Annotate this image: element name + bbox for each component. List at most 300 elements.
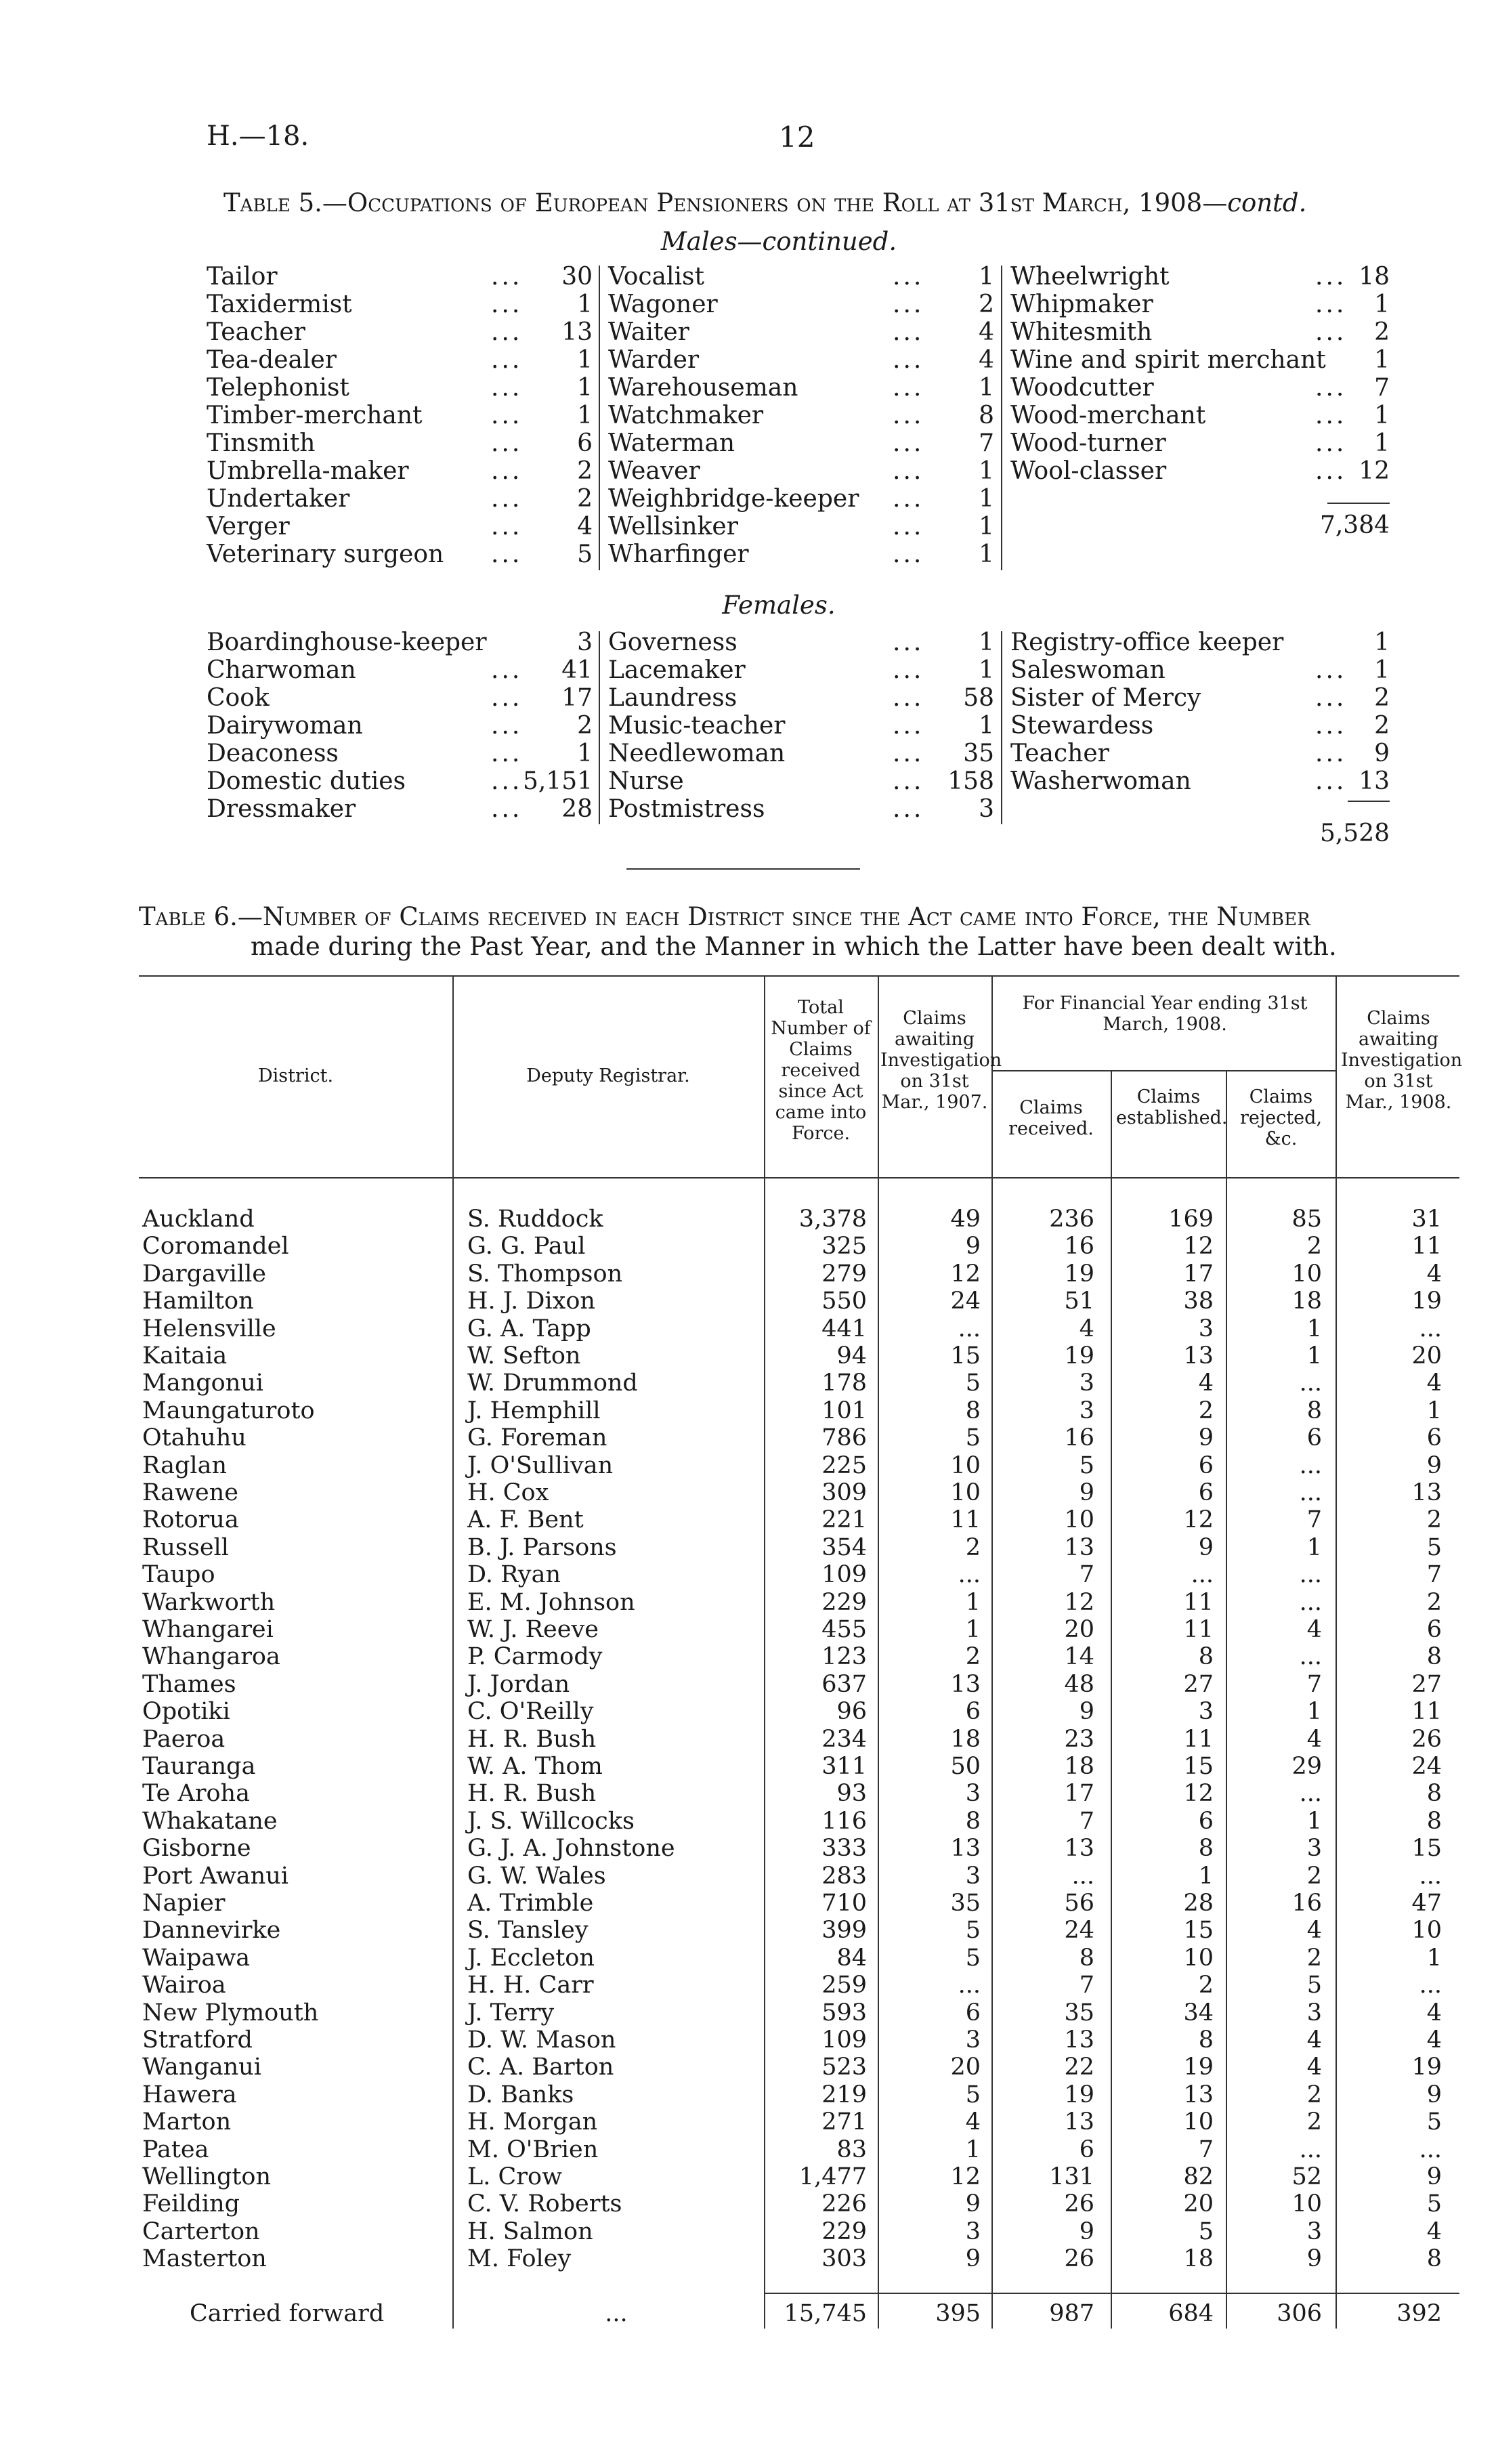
awaiting-1908-cell: 11 xyxy=(1411,1233,1442,1260)
occupation-name: Warehouseman xyxy=(608,374,798,402)
occupation-row: Timber-merchant ... 1 xyxy=(207,402,593,429)
district-cell: Auckland xyxy=(142,1206,255,1233)
awaiting-1908-cell: 26 xyxy=(1411,1725,1442,1753)
occupation-row: Dressmaker ... 28 xyxy=(207,795,593,823)
occupation-count: 1 xyxy=(1374,429,1390,457)
awaiting-1907-cell: 49 xyxy=(950,1206,981,1233)
occupation-count: 1 xyxy=(979,540,994,568)
table-row xyxy=(0,1397,1496,1425)
claims-received-cell: 9 xyxy=(1079,1698,1094,1726)
claims-established-cell: 6 xyxy=(1198,1451,1214,1479)
deputy-registrar-cell: C. A. Barton xyxy=(467,2054,614,2081)
district-cell: Napier xyxy=(142,1890,226,1917)
claims-received-cell: 987 xyxy=(1049,2300,1094,2327)
awaiting-1908-cell: ... xyxy=(1419,1315,1442,1342)
header-awaiting-1907: Claims awaiting Investigation on 31st Mar., 1907. xyxy=(880,1008,1002,1113)
awaiting-1908-cell: 27 xyxy=(1411,1670,1442,1698)
occupation-name: Wharfinger xyxy=(608,540,749,568)
table-row xyxy=(0,2081,1496,2109)
awaiting-1908-cell: 20 xyxy=(1411,1342,1442,1369)
awaiting-1908-cell: 4 xyxy=(1426,1260,1442,1288)
table-row xyxy=(0,1206,1496,1233)
claims-established-cell: 27 xyxy=(1183,1670,1214,1698)
occupation-row: Charwoman ... 41 xyxy=(207,656,593,684)
claims-rejected-cell: 8 xyxy=(1306,1397,1322,1424)
page-number: 12 xyxy=(779,121,815,154)
occupation-name: Nurse xyxy=(608,767,684,795)
claims-rejected-cell: ... xyxy=(1299,1588,1322,1616)
table-row xyxy=(0,1260,1496,1288)
claims-received-cell: 19 xyxy=(1064,1342,1094,1369)
occupation-count: 5,151 xyxy=(522,767,593,795)
claims-established-cell: 11 xyxy=(1183,1725,1214,1753)
claims-rejected-cell: 2 xyxy=(1306,1944,1322,1972)
occupation-name: Wood-merchant xyxy=(1010,402,1206,429)
table-row xyxy=(0,1917,1496,1945)
claims-established-cell: 12 xyxy=(1183,1506,1214,1534)
claims-rejected-cell: 7 xyxy=(1306,1506,1322,1534)
occupation-name: Whipmaker xyxy=(1010,291,1153,318)
occupation-name: Washerwoman xyxy=(1010,767,1191,795)
claims-established-cell: 684 xyxy=(1168,2300,1214,2327)
awaiting-1908-cell: 8 xyxy=(1426,1643,1442,1671)
deputy-registrar-cell: J. Eccleton xyxy=(467,1944,595,1972)
district-cell: Rawene xyxy=(142,1479,238,1506)
header-claims-received: Claims received. xyxy=(1008,1097,1094,1139)
claims-established-cell: 7 xyxy=(1198,2136,1214,2163)
claims-rejected-cell: 2 xyxy=(1306,1233,1322,1260)
occupation-name: Waterman xyxy=(608,429,735,457)
total-claims-cell: 96 xyxy=(836,1698,867,1726)
occupation-name: Umbrella-maker xyxy=(207,457,409,485)
deputy-registrar-cell: G. W. Wales xyxy=(467,1862,606,1890)
district-cell: Carterton xyxy=(142,2217,260,2245)
occupation-count: 1 xyxy=(1374,656,1390,684)
occupation-name: Teacher xyxy=(207,318,305,346)
occupation-count: 2 xyxy=(577,457,593,485)
deputy-registrar-cell: G. Foreman xyxy=(467,1424,607,1452)
occupation-name: Wood-turner xyxy=(1010,429,1166,457)
district-cell: Paeroa xyxy=(142,1725,226,1753)
deputy-registrar-cell: J. Terry xyxy=(467,1999,555,2026)
claims-established-cell: 19 xyxy=(1183,2054,1214,2081)
claims-received-cell: 13 xyxy=(1064,2026,1094,2054)
claims-received-cell: 23 xyxy=(1064,1725,1094,1753)
district-cell: Otahuhu xyxy=(142,1424,247,1452)
table-row xyxy=(0,1999,1496,2027)
awaiting-1907-cell: 6 xyxy=(965,1698,981,1726)
total-claims-cell: 279 xyxy=(821,1260,867,1288)
claims-received-cell: 48 xyxy=(1064,1670,1094,1698)
claims-established-cell: 5 xyxy=(1198,2217,1214,2245)
claims-rejected-cell: 3 xyxy=(1306,1999,1322,2026)
claims-established-cell: 12 xyxy=(1183,1233,1214,1260)
table-row xyxy=(0,1808,1496,1835)
claims-established-cell: 169 xyxy=(1168,1206,1214,1233)
claims-received-cell: 20 xyxy=(1064,1616,1094,1643)
total-claims-cell: 94 xyxy=(836,1342,867,1369)
females-total: 5,528 xyxy=(1319,820,1390,847)
occupation-row: Vocalist ... 1 xyxy=(608,263,994,291)
awaiting-1908-cell: 47 xyxy=(1411,1890,1442,1917)
claims-rejected-cell: 10 xyxy=(1291,2190,1322,2218)
occupation-row: Wheelwright ... 18 xyxy=(1010,263,1390,291)
total-claims-cell: 229 xyxy=(821,2217,867,2245)
total-claims-cell: 3,378 xyxy=(798,1206,867,1233)
table5-contd: contd. xyxy=(1227,188,1307,217)
deputy-registrar-cell: C. O'Reilly xyxy=(467,1698,594,1726)
occupation-row: Whitesmith ... 2 xyxy=(1010,318,1390,346)
awaiting-1908-cell: 24 xyxy=(1411,1753,1442,1780)
awaiting-1908-cell: 2 xyxy=(1426,1588,1442,1616)
claims-rejected-cell: ... xyxy=(1299,1369,1322,1397)
occupation-row: Wagoner ... 2 xyxy=(608,291,994,318)
claims-established-cell: 3 xyxy=(1198,1315,1214,1342)
claims-rejected-cell: 6 xyxy=(1306,1424,1322,1452)
occupation-count: 13 xyxy=(1359,767,1390,795)
total-claims-cell: 311 xyxy=(821,1753,867,1780)
occupation-count: 1 xyxy=(577,402,593,429)
occupation-name: Dressmaker xyxy=(207,795,356,823)
occupation-name: Telephonist xyxy=(207,374,349,402)
awaiting-1907-cell: 5 xyxy=(965,1944,981,1972)
occupation-count: 1 xyxy=(979,263,994,291)
deputy-registrar-cell: S. Thompson xyxy=(467,1260,623,1288)
claims-received-cell: 26 xyxy=(1064,2190,1094,2218)
deputy-registrar-cell: H. R. Bush xyxy=(467,1725,597,1753)
district-cell: Marton xyxy=(142,2108,232,2136)
district-cell: Waipawa xyxy=(142,1944,251,1972)
claims-rejected-cell: 18 xyxy=(1291,1288,1322,1315)
occupation-row: Weighbridge-keeper ... 1 xyxy=(608,485,994,513)
total-claims-cell: 354 xyxy=(821,1533,867,1561)
table6-title-line2: made during the Past Year, and the Manner in which the Latter have been dealt with. xyxy=(251,932,1337,961)
occupation-row: Needlewoman ... 35 xyxy=(608,740,994,767)
district-cell: Dannevirke xyxy=(142,1917,281,1945)
header-financial-year: For Financial Year ending 31st March, 1908. xyxy=(1022,993,1308,1035)
deputy-registrar-cell: D. Ryan xyxy=(467,1561,561,1589)
awaiting-1907-cell: 12 xyxy=(950,2163,981,2190)
awaiting-1907-cell: 2 xyxy=(965,1533,981,1561)
claims-rejected-cell: 10 xyxy=(1291,1260,1322,1288)
table-row xyxy=(0,2136,1496,2164)
occupation-row: Wool-classer ... 12 xyxy=(1010,457,1390,485)
occupation-name: Waiter xyxy=(608,318,689,346)
occupation-row: Lacemaker ... 1 xyxy=(608,656,994,684)
total-claims-cell: 93 xyxy=(836,1780,867,1808)
awaiting-1908-cell: 31 xyxy=(1411,1206,1442,1233)
awaiting-1907-cell: 35 xyxy=(950,1890,981,1917)
claims-established-cell: 4 xyxy=(1198,1369,1214,1397)
header-awaiting-1908: Claims awaiting Investigation on 31st Mar., 1908. xyxy=(1341,1008,1463,1113)
table-row xyxy=(0,1233,1496,1260)
occupation-row: Tailor ... 30 xyxy=(207,263,593,291)
claims-established-cell: 17 xyxy=(1183,1260,1214,1288)
awaiting-1907-cell: 10 xyxy=(950,1451,981,1479)
district-cell: Port Awanui xyxy=(142,1862,288,1890)
occupation-row: Wharfinger ... 1 xyxy=(608,540,994,568)
table-row xyxy=(0,1643,1496,1671)
occupation-name: Timber-merchant xyxy=(207,402,423,429)
occupation-name: Verger xyxy=(207,513,290,540)
total-claims-cell: 123 xyxy=(821,1643,867,1671)
deputy-registrar-cell: A. Trimble xyxy=(467,1890,594,1917)
occupation-row: Umbrella-maker ... 2 xyxy=(207,457,593,485)
table-row xyxy=(0,2218,1496,2246)
table-row xyxy=(0,1726,1496,1754)
occupation-name: Whitesmith xyxy=(1010,318,1153,346)
district-cell: Feilding xyxy=(142,2190,240,2218)
awaiting-1908-cell: 2 xyxy=(1426,1506,1442,1534)
district-cell: Wairoa xyxy=(142,1972,226,1999)
occupation-row: Weaver ... 1 xyxy=(608,457,994,485)
table-row xyxy=(0,2245,1496,2273)
occupation-name: Boardinghouse-keeper xyxy=(207,629,487,656)
table-row xyxy=(0,1342,1496,1370)
deputy-registrar-cell: J. S. Willcocks xyxy=(467,1807,635,1835)
occupation-row: Deaconess ... 1 xyxy=(207,740,593,767)
district-cell: Masterton xyxy=(142,2245,267,2273)
occupation-count: 1 xyxy=(577,291,593,318)
occupation-row: Sister of Mercy ... 2 xyxy=(1010,684,1390,712)
occupation-count: 2 xyxy=(1374,712,1390,740)
claims-received-cell: 13 xyxy=(1064,2108,1094,2136)
occupation-row: Domestic duties ... 5,151 xyxy=(207,767,593,795)
table-row xyxy=(0,1972,1496,1999)
awaiting-1908-cell: 15 xyxy=(1411,1835,1442,1863)
awaiting-1907-cell: 1 xyxy=(965,1588,981,1616)
total-claims-cell: 178 xyxy=(821,1369,867,1397)
awaiting-1908-cell: 6 xyxy=(1426,1424,1442,1452)
occupation-name: Wellsinker xyxy=(608,513,738,540)
occupation-name: Warder xyxy=(608,346,700,374)
occupation-count: 4 xyxy=(979,318,994,346)
claims-established-cell: 18 xyxy=(1183,2245,1214,2273)
district-cell: Maungaturoto xyxy=(142,1397,315,1424)
claims-rejected-cell: ... xyxy=(1299,1780,1322,1808)
claims-received-cell: 19 xyxy=(1064,2081,1094,2108)
claims-rejected-cell: 1 xyxy=(1306,1698,1322,1726)
claims-rejected-cell: 52 xyxy=(1291,2163,1322,2190)
district-cell: Dargaville xyxy=(142,1260,266,1288)
claims-rejected-cell: 1 xyxy=(1306,1315,1322,1342)
occupation-count: 1 xyxy=(979,374,994,402)
occupation-count: 58 xyxy=(963,684,994,712)
table5-heading: —Occupations of European Pensioners on the Roll at 31st March, 1908— xyxy=(322,188,1228,217)
occupation-count: 3 xyxy=(979,795,994,823)
table-row xyxy=(0,1315,1496,1343)
deputy-registrar-cell: W. A. Thom xyxy=(467,1753,603,1780)
district-cell: Whangaroa xyxy=(142,1643,280,1671)
claims-rejected-cell: 1 xyxy=(1306,1533,1322,1561)
claims-established-cell: 82 xyxy=(1183,2163,1214,2190)
table6-label: Table 6. xyxy=(139,902,238,931)
occupation-count: 2 xyxy=(577,712,593,740)
occupation-count: 1 xyxy=(979,513,994,540)
table-row xyxy=(0,1835,1496,1863)
claims-rejected-cell: 4 xyxy=(1306,2026,1322,2054)
claims-received-cell: 9 xyxy=(1079,2217,1094,2245)
occupation-row: Governess ... 1 xyxy=(608,629,994,656)
deputy-registrar-cell: A. F. Bent xyxy=(467,1506,584,1534)
deputy-registrar-cell: H. R. Bush xyxy=(467,1780,597,1808)
occupation-count: 1 xyxy=(979,485,994,513)
occupation-row: Tea-dealer ... 1 xyxy=(207,346,593,374)
table-row xyxy=(0,1616,1496,1644)
claims-rejected-cell: 5 xyxy=(1306,1972,1322,1999)
claims-established-cell: 13 xyxy=(1183,2081,1214,2108)
claims-received-cell: 12 xyxy=(1064,1588,1094,1616)
awaiting-1907-cell: 5 xyxy=(965,1369,981,1397)
district-cell: Helensville xyxy=(142,1315,276,1342)
claims-rejected-cell: ... xyxy=(1299,2136,1322,2163)
total-claims-cell: 550 xyxy=(821,1288,867,1315)
claims-received-cell: 7 xyxy=(1079,1807,1094,1835)
total-claims-cell: 15,745 xyxy=(784,2300,867,2327)
total-claims-cell: 303 xyxy=(821,2245,867,2273)
occupation-count: 1 xyxy=(1374,346,1390,374)
district-cell: Patea xyxy=(142,2136,209,2163)
table-row xyxy=(0,1424,1496,1452)
table-row xyxy=(0,2108,1496,2136)
deputy-registrar-cell: ... xyxy=(605,2300,628,2327)
claims-rejected-cell: ... xyxy=(1299,1643,1322,1671)
deputy-registrar-cell: H. H. Carr xyxy=(467,1972,594,1999)
claims-rejected-cell: 306 xyxy=(1277,2300,1322,2327)
total-claims-cell: 786 xyxy=(821,1424,867,1452)
table-row xyxy=(0,1561,1496,1589)
claims-received-cell: 16 xyxy=(1064,1233,1094,1260)
occupation-row: Wood-turner ... 1 xyxy=(1010,429,1390,457)
occupation-name: Music-teacher xyxy=(608,712,786,740)
claims-established-cell: 15 xyxy=(1183,1917,1214,1945)
district-cell: Opotiki xyxy=(142,1698,230,1726)
occupation-name: Deaconess xyxy=(207,740,339,767)
claims-received-cell: 51 xyxy=(1064,1288,1094,1315)
occupation-count: 8 xyxy=(979,402,994,429)
claims-established-cell: 10 xyxy=(1183,1944,1214,1972)
total-claims-cell: 399 xyxy=(821,1917,867,1945)
awaiting-1908-cell: 8 xyxy=(1426,1807,1442,1835)
occupation-row: Cook ... 17 xyxy=(207,684,593,712)
total-claims-cell: 593 xyxy=(821,1999,867,2026)
header-deputy-registrar: Deputy Registrar. xyxy=(526,1065,690,1086)
deputy-registrar-cell: W. Drummond xyxy=(467,1369,638,1397)
claims-received-cell: ... xyxy=(1071,1862,1094,1890)
district-cell: Te Aroha xyxy=(142,1780,250,1808)
awaiting-1907-cell: 13 xyxy=(950,1835,981,1863)
total-claims-cell: 271 xyxy=(821,2108,867,2136)
table-row xyxy=(0,1369,1496,1397)
total-claims-cell: 309 xyxy=(821,1479,867,1506)
claims-rejected-cell: ... xyxy=(1299,1561,1322,1589)
awaiting-1908-cell: 10 xyxy=(1411,1917,1442,1945)
occupation-name: Watchmaker xyxy=(608,402,764,429)
district-cell: Kaitaia xyxy=(142,1342,228,1369)
awaiting-1908-cell: 19 xyxy=(1411,1288,1442,1315)
occupation-name: Veterinary surgeon xyxy=(207,540,444,568)
claims-established-cell: 8 xyxy=(1198,1643,1214,1671)
claims-established-cell: 3 xyxy=(1198,1698,1214,1726)
occupation-row: Wood-merchant ... 1 xyxy=(1010,402,1390,429)
occupation-row: Taxidermist ... 1 xyxy=(207,291,593,318)
total-claims-cell: 219 xyxy=(821,2081,867,2108)
occupation-name: Tinsmith xyxy=(207,429,316,457)
page-code: H.—18. xyxy=(207,121,309,152)
awaiting-1907-cell: 12 xyxy=(950,1260,981,1288)
header-district: District. xyxy=(257,1065,334,1086)
district-cell: Hawera xyxy=(142,2081,237,2108)
claims-received-cell: 16 xyxy=(1064,1424,1094,1452)
total-claims-cell: 283 xyxy=(821,1862,867,1890)
claims-received-cell: 5 xyxy=(1079,1451,1094,1479)
awaiting-1908-cell: 4 xyxy=(1426,1369,1442,1397)
occupation-name: Weaver xyxy=(608,457,700,485)
awaiting-1907-cell: 395 xyxy=(935,2300,981,2327)
claims-received-cell: 9 xyxy=(1079,1479,1094,1506)
claims-rejected-cell: 4 xyxy=(1306,1616,1322,1643)
claims-received-cell: 8 xyxy=(1079,1944,1094,1972)
occupation-row: Music-teacher ... 1 xyxy=(608,712,994,740)
total-claims-cell: 710 xyxy=(821,1890,867,1917)
total-claims-cell: 226 xyxy=(821,2190,867,2218)
district-cell: Stratford xyxy=(142,2026,253,2054)
table-row xyxy=(0,2026,1496,2054)
occupation-name: Teacher xyxy=(1010,740,1109,767)
occupation-count: 1 xyxy=(577,374,593,402)
claims-established-cell: 12 xyxy=(1183,1780,1214,1808)
awaiting-1908-cell: ... xyxy=(1419,2136,1442,2163)
occupation-count: 1 xyxy=(1374,402,1390,429)
occupation-row: Teacher ... 9 xyxy=(1010,740,1390,767)
awaiting-1908-cell: ... xyxy=(1419,1862,1442,1890)
occupation-count: 4 xyxy=(979,346,994,374)
occupation-count: 13 xyxy=(561,318,593,346)
claims-received-cell: 26 xyxy=(1064,2245,1094,2273)
deputy-registrar-cell: S. Ruddock xyxy=(467,1206,603,1233)
awaiting-1907-cell: 3 xyxy=(965,1780,981,1808)
district-cell: Coromandel xyxy=(142,1233,289,1260)
district-cell: Raglan xyxy=(142,1451,228,1479)
occupation-count: 1 xyxy=(979,457,994,485)
awaiting-1908-cell: 1 xyxy=(1426,1397,1442,1424)
deputy-registrar-cell: S. Tansley xyxy=(467,1917,589,1945)
table6-title-line1: —Number of Claims received in each District since the Act came into Force, the Number xyxy=(237,902,1310,931)
awaiting-1907-cell: 9 xyxy=(965,2245,981,2273)
district-cell: Carried forward xyxy=(190,2300,385,2327)
claims-established-cell: 6 xyxy=(1198,1479,1214,1506)
claims-rejected-cell: 16 xyxy=(1291,1890,1322,1917)
occupation-name: Taxidermist xyxy=(207,291,352,318)
deputy-registrar-cell: W. Sefton xyxy=(467,1342,581,1369)
occupation-count: 41 xyxy=(561,656,593,684)
occupation-row: Waterman ... 7 xyxy=(608,429,994,457)
occupation-name: Weighbridge-keeper xyxy=(608,485,859,513)
table-row xyxy=(0,1589,1496,1617)
males-subtitle: Males—continued. xyxy=(660,227,897,256)
awaiting-1908-cell: ... xyxy=(1419,1972,1442,1999)
occupation-count: 6 xyxy=(577,429,593,457)
claims-received-cell: 35 xyxy=(1064,1999,1094,2026)
awaiting-1907-cell: 3 xyxy=(965,1862,981,1890)
occupation-count: 28 xyxy=(561,795,593,823)
table-row xyxy=(0,1452,1496,1480)
occupation-count: 7 xyxy=(979,429,994,457)
awaiting-1908-cell: 6 xyxy=(1426,1616,1442,1643)
occupation-count: 1 xyxy=(979,656,994,684)
total-claims-cell: 523 xyxy=(821,2054,867,2081)
deputy-registrar-cell: G. G. Paul xyxy=(467,1233,586,1260)
